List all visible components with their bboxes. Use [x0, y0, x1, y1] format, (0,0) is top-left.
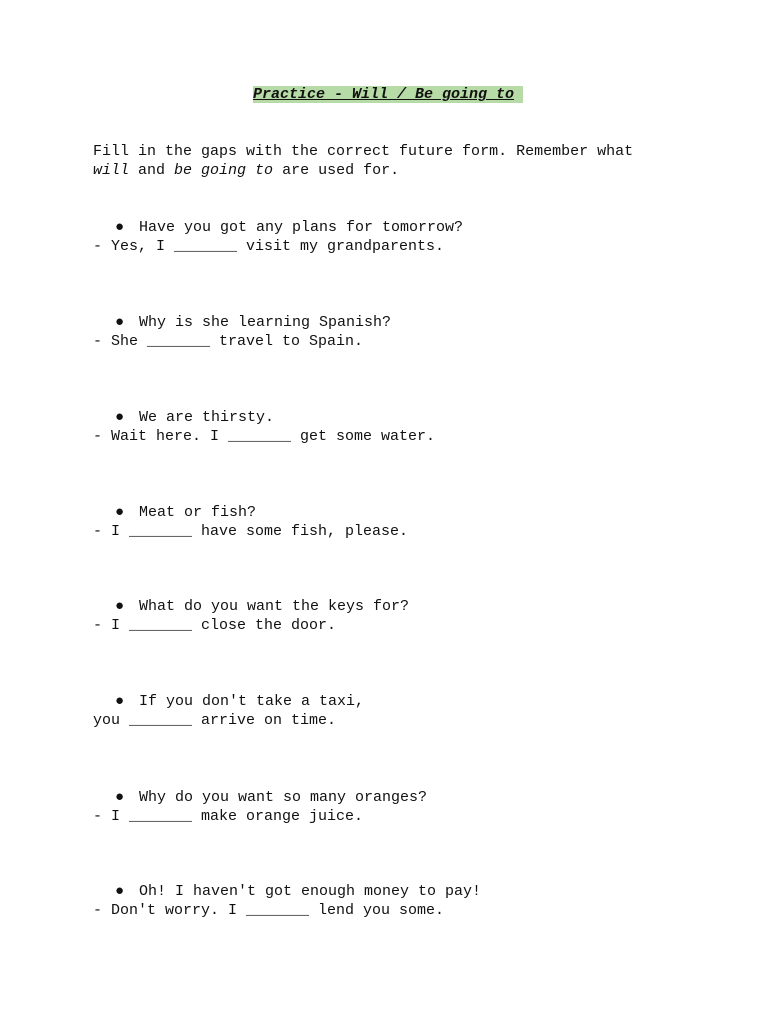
bullet-icon: ●	[115, 883, 125, 900]
question-text: Why is she learning Spanish?	[139, 314, 392, 331]
answer-line: - I _______ close the door.	[93, 617, 337, 634]
question-text: What do you want the keys for?	[139, 598, 410, 615]
question	[93, 882, 713, 901]
answer-line: - Wait here. I _______ get some water.	[93, 428, 436, 445]
question-text: Oh! I haven't got enough money to pay!	[139, 883, 482, 900]
exercise-item-5	[93, 597, 713, 635]
bullet-icon: ●	[115, 409, 125, 426]
instructions-will: will	[93, 162, 130, 179]
answer-line: - Yes, I _______ visit my grandparents.	[93, 238, 445, 255]
bullet-icon: ●	[115, 693, 125, 710]
question	[93, 408, 713, 427]
question	[93, 597, 713, 616]
question	[93, 692, 713, 711]
exercise-item-1	[93, 218, 713, 256]
question-text: If you don't take a taxi,	[139, 693, 365, 710]
question	[93, 218, 713, 237]
instructions-going: be going to	[174, 162, 274, 179]
answer-line: - I _______ have some fish, please.	[93, 523, 409, 540]
bullet-icon: ●	[115, 504, 125, 521]
question	[93, 313, 713, 332]
bullet-icon: ●	[115, 598, 125, 615]
exercise-item-4	[93, 503, 713, 541]
exercise-item-8	[93, 882, 713, 920]
exercise-item-6	[93, 692, 713, 730]
question	[93, 788, 713, 807]
worksheet-title	[0, 86, 768, 104]
question-text: Have you got any plans for tomorrow?	[139, 219, 464, 236]
instructions-text: Fill in the gaps with the correct future form. Remember what	[93, 143, 643, 160]
exercise-item-2	[93, 313, 713, 351]
answer-line: - I _______ make orange juice.	[93, 808, 364, 825]
bullet-icon: ●	[115, 789, 125, 806]
instructions-and: and	[129, 162, 175, 179]
question-text: Meat or fish?	[139, 504, 257, 521]
instructions-end: are used for.	[273, 162, 400, 179]
question-text: Why do you want so many oranges?	[139, 789, 428, 806]
question-text: We are thirsty.	[139, 409, 275, 426]
bullet-icon: ●	[115, 219, 125, 236]
exercise-item-3	[93, 408, 713, 446]
bullet-icon: ●	[115, 314, 125, 331]
instructions	[93, 142, 713, 180]
answer-line: you _______ arrive on time.	[93, 712, 337, 729]
answer-line: - She _______ travel to Spain.	[93, 333, 364, 350]
title-text: Practice - Will / Be going to	[253, 86, 523, 103]
question	[93, 503, 713, 522]
exercise-item-7	[93, 788, 713, 826]
answer-line: - Don't worry. I _______ lend you some.	[93, 902, 445, 919]
